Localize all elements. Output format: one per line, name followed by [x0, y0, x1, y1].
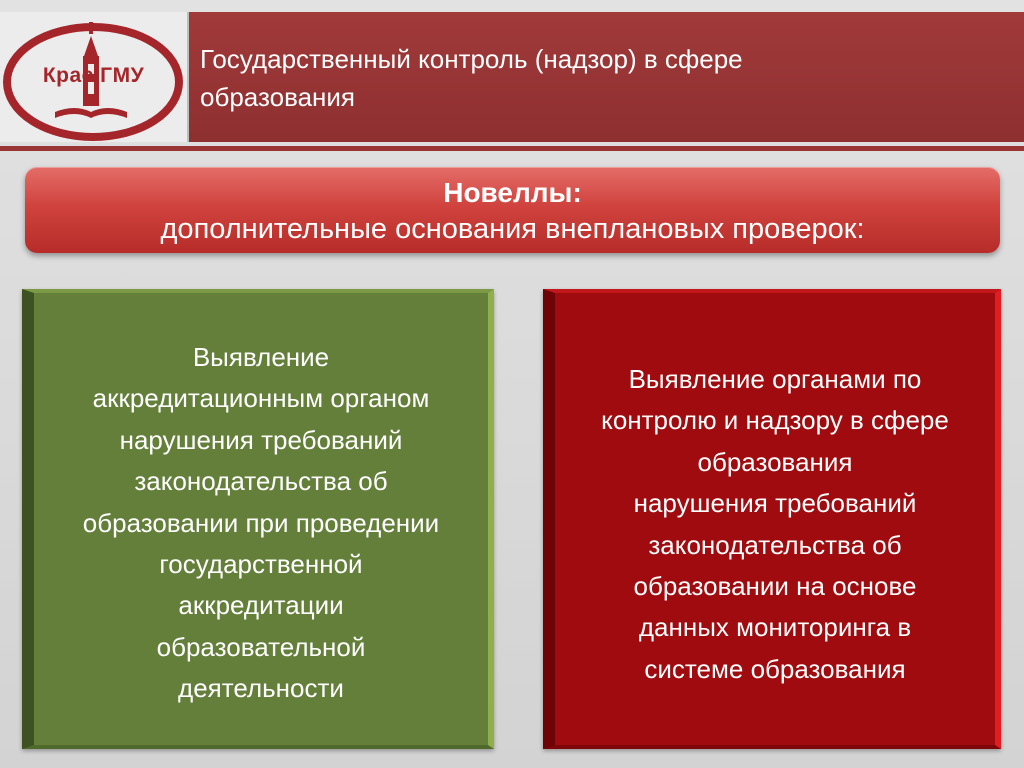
- card-line: контролю и надзору в сфере: [601, 405, 949, 436]
- card-line: нарушения требований: [119, 424, 403, 455]
- card-line: образовательной: [156, 631, 366, 662]
- university-logo: [0, 12, 189, 142]
- accreditation-card-text: [34, 337, 488, 710]
- card-line: системе образования: [644, 653, 906, 684]
- card-line: законодательства об: [134, 466, 388, 497]
- header-divider: [0, 146, 1024, 151]
- page-title: [200, 40, 1000, 116]
- page-title-line-1: Государственный контроль (надзор) в сфере: [200, 44, 743, 74]
- monitoring-card: [543, 289, 1001, 749]
- card-line: образовании на основе: [633, 571, 917, 602]
- accreditation-card: [22, 289, 494, 749]
- monitoring-card-text: [555, 359, 995, 690]
- card-line: аккредитации: [178, 590, 344, 621]
- card-line: аккредитационным органом: [92, 383, 430, 414]
- card-line: образования: [697, 446, 853, 477]
- page-title-line-2: образования: [200, 82, 356, 112]
- card-line: деятельности: [178, 673, 344, 704]
- novelty-banner: [25, 167, 1000, 253]
- card-line: нарушения требований: [633, 488, 917, 519]
- logo-text: Крас ГМУ: [42, 64, 145, 87]
- card-line: Выявление: [192, 342, 330, 372]
- card-line: государственной: [159, 549, 363, 580]
- banner-heading: Новеллы:: [443, 177, 582, 208]
- card-line: данных мониторинга в: [638, 612, 912, 643]
- card-line: образовании при проведении: [82, 507, 440, 538]
- card-line: законодательства об: [648, 529, 902, 560]
- card-line: Выявление органами по: [628, 364, 922, 394]
- banner-subheading: дополнительные основания внеплановых проверок:: [160, 213, 865, 245]
